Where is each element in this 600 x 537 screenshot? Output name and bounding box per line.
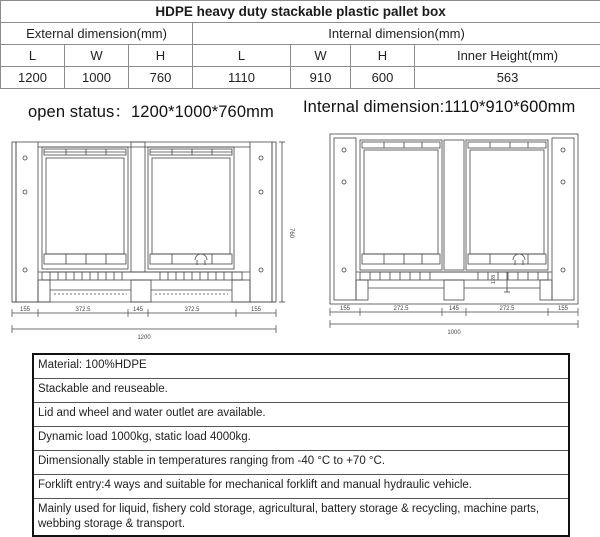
internal-dimension-header: Internal dimension(mm)	[193, 23, 600, 45]
dim-segment-5: 155	[251, 307, 262, 313]
col-header-int-w: W	[291, 45, 351, 67]
open-status-technical-drawing	[0, 120, 300, 345]
value-ext-l: 1200	[1, 67, 65, 89]
table-title: HDPE heavy duty stackable plastic pallet box	[1, 1, 600, 23]
dim-segment-4: 272.5	[499, 306, 515, 312]
internal-dimension-technical-drawing	[300, 120, 600, 345]
value-ext-h: 760	[129, 67, 193, 89]
value-ext-w: 1000	[65, 67, 129, 89]
feature-row: Mainly used for liquid, fishery cold storage, agricultural, battery storage & recycling, machine parts, webbing storage & transport.	[34, 499, 568, 535]
feature-row: Forklift entry:4 ways and suitable for mechanical forklift and manual hydraulic vehicle.	[34, 475, 568, 499]
right-side-post	[272, 142, 276, 302]
height-dimension-label: 760	[288, 228, 294, 239]
dim-segment-2: 372.5	[75, 307, 91, 313]
dim-segment-5: 155	[558, 306, 569, 312]
dim-segment-4: 372.5	[184, 307, 200, 313]
open-status-drawing	[28, 98, 274, 122]
outer-frame	[330, 134, 578, 304]
left-side-wall	[16, 142, 38, 302]
right-compartment	[148, 147, 234, 269]
open-status-heading: open status：1200*1000*760mm	[28, 98, 274, 122]
col-header-int-l: L	[193, 45, 291, 67]
internal-dimension-heading: Internal dimension:1110*910*600mm	[303, 98, 575, 117]
dim-segment-1: 155	[20, 307, 31, 313]
water-outlet-icon	[195, 254, 207, 260]
right-compartment	[466, 140, 548, 270]
value-int-h: 600	[351, 67, 415, 89]
feature-row: Stackable and reuseable.	[34, 379, 568, 403]
col-header-inner-height: Inner Height(mm)	[415, 45, 600, 67]
internal-dimension-drawing	[303, 98, 575, 117]
external-dimension-header: External dimension(mm)	[1, 23, 193, 45]
feature-row: Dimensionally stable in temperatures ranging from -40 °C to +70 °C.	[34, 451, 568, 475]
left-side-post	[12, 142, 16, 302]
features-list	[32, 353, 570, 537]
col-header-int-h: H	[351, 45, 415, 67]
dim-segment-2: 272.5	[393, 306, 409, 312]
left-compartment	[360, 140, 442, 270]
dim-segment-1: 155	[340, 306, 351, 312]
dim-total: 1200	[137, 335, 151, 341]
dim-segment-3: 145	[449, 306, 460, 312]
col-header-ext-h: H	[129, 45, 193, 67]
feature-row: Material: 100%HDPE	[34, 355, 568, 379]
value-inner-height: 563	[415, 67, 600, 89]
feature-row: Dynamic load 1000kg, static load 4000kg.	[34, 427, 568, 451]
feature-row: Lid and wheel and water outlet are available.	[34, 403, 568, 427]
dim-segment-3: 145	[133, 307, 144, 313]
clearance-dimension-label: 128	[491, 275, 497, 284]
value-int-w: 910	[291, 67, 351, 89]
center-divider	[131, 142, 145, 272]
dim-total: 1000	[447, 330, 461, 336]
value-int-l: 1110	[193, 67, 291, 89]
dimension-table	[0, 0, 600, 89]
left-compartment	[42, 147, 128, 269]
col-header-ext-l: L	[1, 45, 65, 67]
right-side-wall	[250, 142, 272, 302]
water-outlet-icon	[513, 254, 525, 260]
col-header-ext-w: W	[65, 45, 129, 67]
